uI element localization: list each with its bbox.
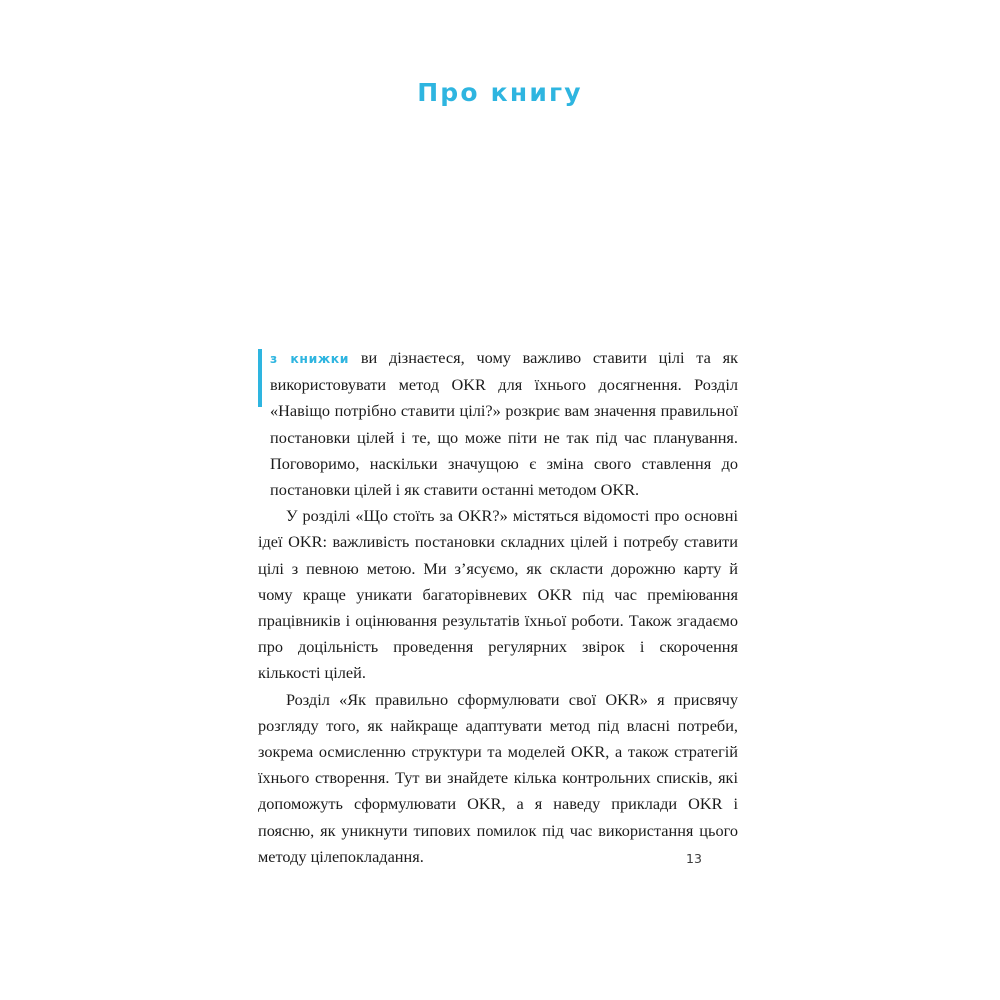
lead-in-text: з книжки [270,351,350,366]
paragraph-3: Розділ «Як правильно сформулювати свої OKR» я присвячу розгляду того, як найкраще адаптувати метод під власні потреби, зокрема осмисленню структури та моделей OKR, а також стратегій їхнього створення. Тут ви знайдете кілька контрольних списків, які допоможуть сформулювати OKR, а я наведу приклади OKR і поясню, як уникнути типових помилок під час використання цього методу цілепокладання. [258,689,738,866]
accent-bar-decoration [258,349,262,407]
paragraph-1 [258,345,738,503]
page-number: 13 [686,851,702,866]
paragraph-1-text: ви дізнаєтеся, чому важливо ставити цілі та як використовувати метод OKR для їхнього досягнення. Розділ «Навіщо потрібно ставити цілі?» розкриє вам значення правильної постановки цілей і те, що може піти не так під час планування. Поговоримо, наскільки значущою є зміна свого ставлення до постановки цілей і як ставити останні методом OKR. [270,348,738,500]
body-text [258,345,738,870]
page-title: Про книгу [417,78,583,107]
paragraph-2: У розділі «Що стоїть за OKR?» містяться відомості про основні ідеї OKR: важливість постановки складних цілей і потребу ставити цілі з певною метою. Ми з’ясуємо, як скласти дорожню карту й чому краще уникати багаторівневих OKR під час преміювання працівників і оцінювання результатів їхньої роботи. Також згадаємо про доцільність проведення регулярних звірок і скорочення кількості цілей. [258,506,738,683]
